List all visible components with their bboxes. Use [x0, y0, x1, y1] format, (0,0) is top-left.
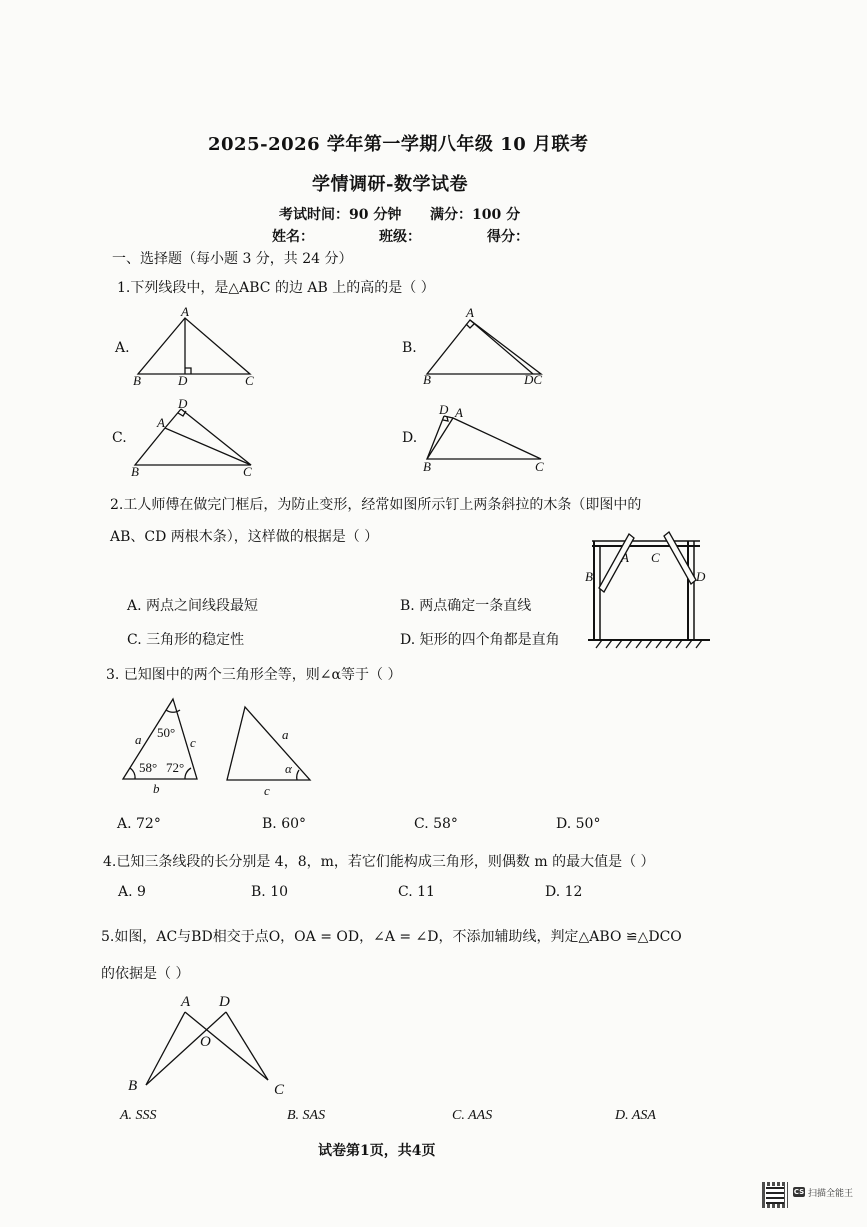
- q5-option-c: C. AAS: [452, 1108, 493, 1123]
- q2-stem-line1: 2.工人师傅在做完门框后，为防止变形，经常如图所示钉上两条斜拉的木条（即图中的: [110, 497, 642, 513]
- q1a-label-b: B: [133, 373, 141, 388]
- q3-option-a: A. 72°: [117, 816, 161, 832]
- q2-option-a: A. 两点之间线段最短: [127, 598, 259, 614]
- q5-option-b: B. SAS: [287, 1108, 326, 1123]
- q3-stem: 3. 已知图中的两个三角形全等，则∠α等于（ ）: [106, 667, 402, 683]
- q3-label-c1: c: [190, 735, 196, 750]
- q5-stem-line1: 5.如图，AC与BD相交于点O，OA = OD，∠A = ∠D，不添加辅助线，判定△ABO ≌△DCO: [101, 929, 682, 945]
- q1-option-a: A.: [115, 340, 130, 356]
- q1d-label-b: B: [423, 459, 431, 474]
- q1-option-d: D.: [402, 430, 418, 446]
- q2-stem-line2: AB、CD 两根木条），这样做的根据是（ ）: [110, 529, 379, 545]
- q1-figure-a: [138, 318, 250, 374]
- full-score: 满分：100 分: [430, 207, 521, 223]
- q3-label-alpha: α: [285, 761, 292, 776]
- q1-figure-c: [135, 409, 251, 465]
- q3-option-b: B. 60°: [262, 816, 307, 832]
- q1c-label-a: A: [157, 415, 165, 430]
- q5-label-d: D: [219, 994, 230, 1010]
- q1a-label-d: D: [178, 373, 188, 388]
- exam-subtitle: 学情调研-数学试卷: [312, 174, 468, 195]
- q4-option-a: A. 9: [118, 884, 146, 900]
- q4-option-c: C. 11: [398, 884, 435, 900]
- q1b-label-a: A: [466, 305, 474, 320]
- q1a-label-a: A: [181, 304, 189, 319]
- q5-label-a: A: [181, 994, 191, 1010]
- q3-label-a1: a: [135, 732, 142, 747]
- q3-label-58: 58°: [139, 760, 158, 775]
- q1-figure-d: [427, 416, 541, 459]
- q2-option-c: C. 三角形的稳定性: [127, 632, 245, 648]
- q3-label-72: 72°: [166, 760, 185, 775]
- q2-label-b: B: [585, 569, 593, 584]
- q2-option-b: B. 两点确定一条直线: [400, 598, 532, 614]
- scanner-logo-icon: CS: [793, 1188, 805, 1196]
- q1b-label-b: B: [423, 372, 431, 387]
- q1-stem: 1.下列线段中，是△ABC 的边 AB 上的高的是（ ）: [117, 280, 435, 296]
- q5-label-b: B: [128, 1078, 138, 1094]
- q3-option-d: D. 50°: [556, 816, 601, 832]
- q3-label-b: b: [153, 781, 160, 796]
- q1-figure-b: [427, 320, 541, 374]
- q3-option-c: C. 58°: [414, 816, 458, 832]
- q1d-label-a: A: [455, 405, 463, 420]
- q2-label-a: A: [621, 550, 629, 565]
- page-footer: 试卷第1页，共4页: [318, 1143, 436, 1159]
- q2-label-d: D: [696, 569, 706, 584]
- q1c-label-b: B: [131, 464, 139, 479]
- section-heading: 一、选择题（每小题 3 分，共 24 分）: [112, 251, 353, 267]
- q3-label-50: 50°: [157, 725, 176, 740]
- q1c-label-c: C: [243, 464, 252, 479]
- name-label: 姓名：: [272, 229, 314, 245]
- q2-door-frame-figure: [588, 532, 710, 648]
- q5-stem-line2: 的依据是（ ）: [101, 966, 190, 982]
- score-label: 得分：: [487, 229, 529, 245]
- class-label: 班级：: [379, 229, 421, 245]
- q3-label-c2: c: [264, 783, 270, 798]
- q3-label-a2: a: [282, 727, 289, 742]
- q4-option-d: D. 12: [545, 884, 583, 900]
- q1c-label-d: D: [178, 396, 188, 411]
- q5-label-o: O: [200, 1034, 211, 1050]
- exam-title: 2025-2026 学年第一学期八年级 10 月联考: [208, 134, 589, 155]
- q5-option-d: D. ASA: [615, 1108, 656, 1123]
- watermark-text: 扫描全能王: [808, 1189, 854, 1199]
- q1d-label-c: C: [535, 459, 544, 474]
- q2-label-c: C: [651, 550, 660, 565]
- q1a-label-c: C: [245, 373, 254, 388]
- q1-option-c: C.: [112, 430, 127, 446]
- q1-option-b: B.: [402, 340, 417, 356]
- q4-stem: 4.已知三条线段的长分别是 4，8，m，若它们能构成三角形，则偶数 m 的最大值是（ ）: [103, 854, 655, 870]
- q1b-label-dc: DC: [524, 372, 543, 387]
- q5-option-a: A. SSS: [120, 1108, 157, 1123]
- exam-time: 考试时间：90 分钟: [279, 207, 402, 223]
- q1d-label-d: D: [439, 402, 449, 417]
- q4-option-b: B. 10: [251, 884, 289, 900]
- q2-option-d: D. 矩形的四个角都是直角: [400, 632, 560, 648]
- q5-label-c: C: [274, 1082, 285, 1098]
- q3-figure-triangle-2: [227, 707, 310, 780]
